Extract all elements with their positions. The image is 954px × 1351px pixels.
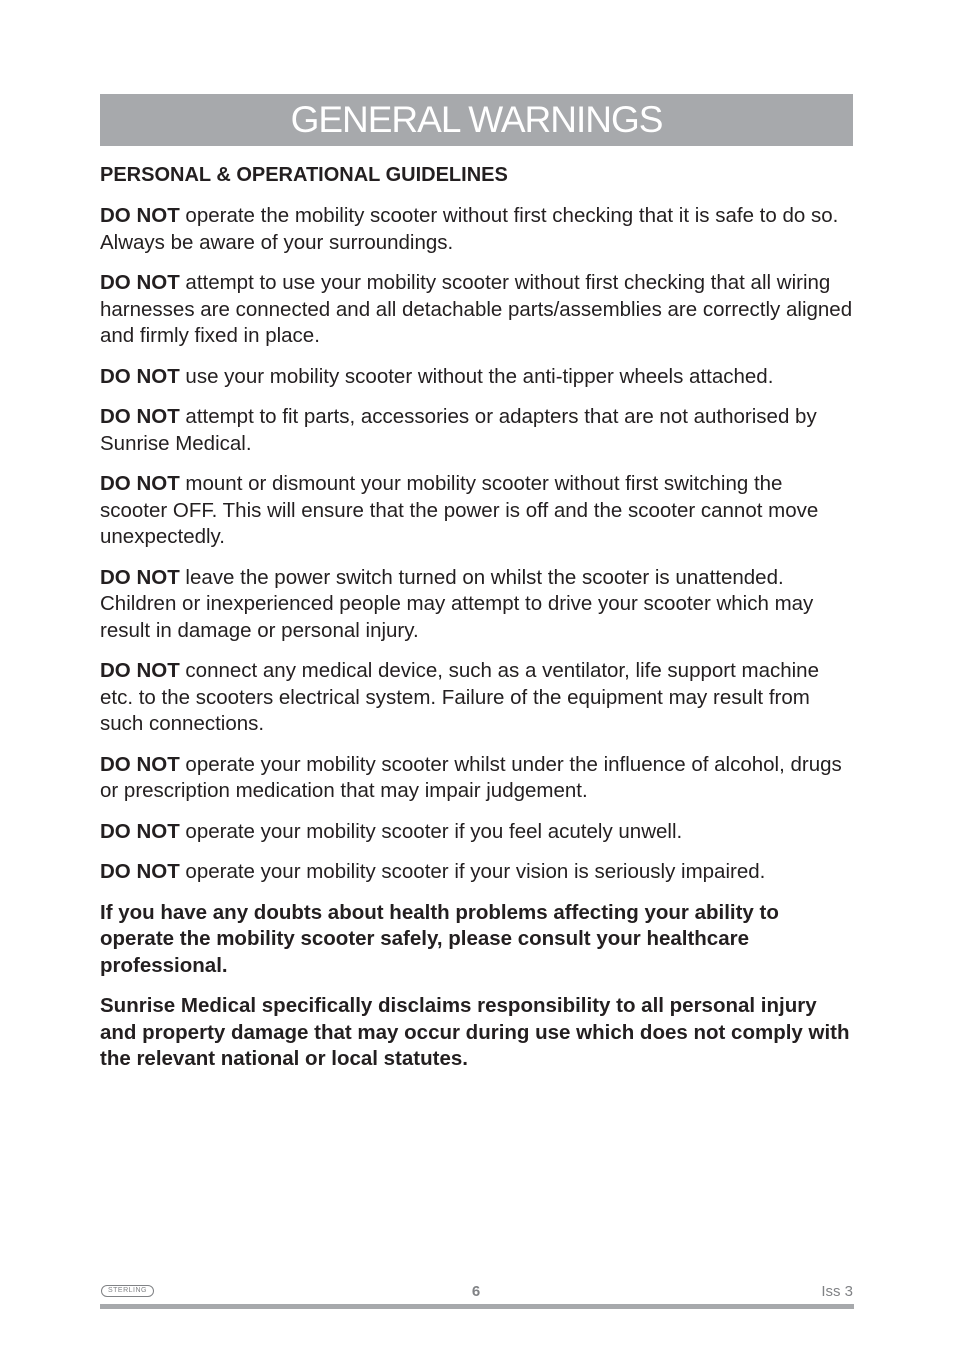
warning-lead: DO NOT bbox=[100, 472, 180, 495]
page-title: GENERAL WARNINGS bbox=[290, 99, 663, 140]
warning-text: attempt to use your mobility scooter without first checking that all wiring harnesses are connected and all detachable parts/assemblies are correctly aligned and firmly fixed in place. bbox=[100, 271, 853, 347]
warning-lead: DO NOT bbox=[100, 860, 180, 883]
warning-lead: DO NOT bbox=[100, 405, 180, 428]
warning-7 bbox=[100, 658, 854, 738]
warning-text: mount or dismount your mobility scooter without first switching the scooter OFF. This will ensure that the power is off and the scooter cannot move unexpectedly. bbox=[100, 472, 819, 548]
warning-2 bbox=[100, 270, 854, 350]
warning-9 bbox=[100, 819, 854, 846]
warning-lead: DO NOT bbox=[100, 659, 180, 682]
sterling-logo: STERLING bbox=[101, 1285, 154, 1297]
warning-text: operate your mobility scooter if you feel acutely unwell. bbox=[179, 819, 683, 843]
warning-3 bbox=[100, 364, 854, 391]
warning-10 bbox=[100, 859, 854, 886]
health-note: If you have any doubts about health problems affecting your ability to operate the mobility scooter safely, please consult your healthcare professional. bbox=[100, 900, 779, 977]
disclaimer-note: Sunrise Medical specifically disclaims responsibility to all personal injury and property damage that may occur during use which does not comply with the relevant national or local statutes. bbox=[100, 994, 850, 1070]
warning-text: operate your mobility scooter if your vision is seriously impaired. bbox=[179, 860, 766, 883]
warning-lead: DO NOT bbox=[100, 364, 180, 388]
warning-lead: DO NOT bbox=[100, 819, 180, 843]
warning-5 bbox=[100, 471, 854, 551]
warning-text: connect any medical device, such as a ventilator, life support machine etc. to the scooters electrical system. Failure of the equipment may result from such connections. bbox=[100, 659, 819, 735]
warning-text: operate your mobility scooter whilst under the influence of alcohol, drugs or prescription medication that may impair judgement. bbox=[100, 752, 842, 802]
warning-lead: DO NOT bbox=[100, 271, 180, 294]
warning-6 bbox=[100, 565, 854, 645]
warning-text: operate the mobility scooter without first checking that it is safe to do so. Always be aware of your surroundings. bbox=[100, 204, 839, 254]
warning-8 bbox=[100, 752, 854, 805]
warning-lead: DO NOT bbox=[100, 204, 180, 227]
warning-4 bbox=[100, 404, 854, 457]
content bbox=[100, 162, 854, 1087]
page-number: 6 bbox=[471, 1283, 481, 1300]
warning-lead: DO NOT bbox=[100, 565, 180, 589]
warning-lead: DO NOT bbox=[100, 752, 180, 776]
section-heading: PERSONAL & OPERATIONAL GUIDELINES bbox=[100, 164, 508, 186]
warning-text: leave the power switch turned on whilst the scooter is unattended. Children or inexperienced people may attempt to drive your scooter which may result in damage or personal injury. bbox=[100, 565, 814, 642]
footer-divider bbox=[100, 1304, 854, 1309]
warning-1 bbox=[100, 203, 854, 256]
page-title-banner bbox=[100, 94, 853, 146]
warning-text: attempt to fit parts, accessories or adapters that are not authorised by Sunrise Medical. bbox=[100, 405, 817, 455]
issue-label: Iss 3 bbox=[821, 1283, 853, 1300]
warning-text: use your mobility scooter without the anti-tipper wheels attached. bbox=[179, 364, 774, 388]
